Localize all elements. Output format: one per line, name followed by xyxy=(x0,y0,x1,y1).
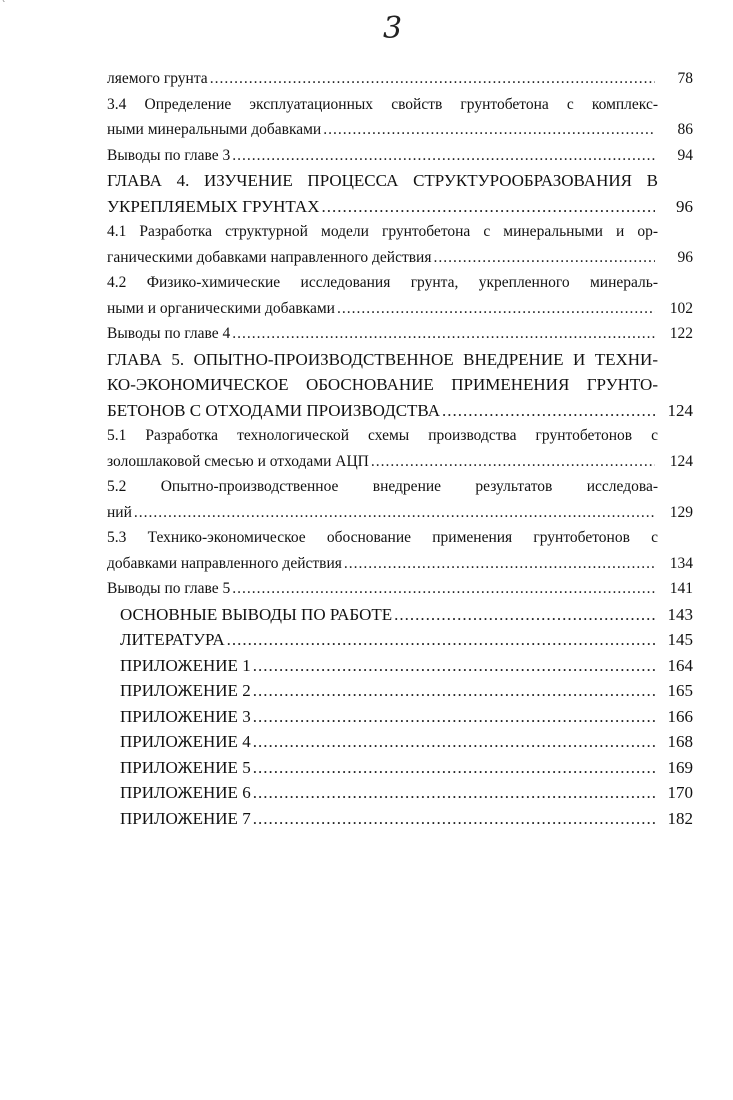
toc-entry-title: добавками направленного действия xyxy=(107,554,342,572)
toc-entry-title: ЛИТЕРАТУРА xyxy=(120,630,225,649)
toc-entry[interactable] xyxy=(107,66,693,92)
toc-entry[interactable] xyxy=(107,423,693,474)
toc-entry[interactable] xyxy=(107,780,693,806)
toc-entry[interactable] xyxy=(107,321,693,347)
toc-page-number: 122 xyxy=(669,325,693,342)
toc-entry-line: 5.3 Технико-экономическое обоснование применения грунтобетонов с xyxy=(107,529,658,546)
toc-page-number: 129 xyxy=(669,503,693,521)
dot-leader xyxy=(253,780,655,806)
dot-leader xyxy=(371,449,655,475)
dot-leader xyxy=(433,245,655,271)
toc-entry[interactable] xyxy=(107,474,693,525)
toc-entry[interactable] xyxy=(107,627,693,653)
toc-entry-line: ГЛАВА 4. ИЗУЧЕНИЕ ПРОЦЕССА СТРУКТУРООБРАЗОВАНИЯ В xyxy=(107,171,658,190)
toc-page-number: 145 xyxy=(667,630,693,649)
toc-entry-title: ПРИЛОЖЕНИЕ 1 xyxy=(120,655,251,675)
toc-page-number: 96 xyxy=(677,248,693,266)
toc-entry-line: 4.2 Физико-химические исследования грунта, укрепленного минераль- xyxy=(107,274,658,291)
toc-entry[interactable] xyxy=(107,806,693,832)
toc-entry-line: 5.1 Разработка технологической схемы производства грунтобетонов с xyxy=(107,427,658,444)
toc-entry-title: золошлаковой смесью и отходами АЦП xyxy=(107,452,369,470)
toc-page-number: 164 xyxy=(667,655,693,675)
dot-leader xyxy=(253,704,655,730)
toc-entry[interactable] xyxy=(107,219,693,270)
toc-entry[interactable] xyxy=(107,653,693,679)
toc-page-number: 102 xyxy=(669,299,693,317)
toc-entry-line: ГЛАВА 5. ОПЫТНО-ПРОИЗВОДСТВЕННОЕ ВНЕДРЕНИЕ И ТЕХНИ- xyxy=(107,349,658,369)
dot-leader xyxy=(337,296,655,322)
toc-entry-title: ПРИЛОЖЕНИЕ 6 xyxy=(120,783,251,802)
page-number: 3 xyxy=(383,11,403,46)
toc-page-number: 168 xyxy=(667,732,693,751)
toc-entry-title: ПРИЛОЖЕНИЕ 5 xyxy=(120,757,251,777)
dot-leader xyxy=(321,194,655,220)
toc-page-number: 141 xyxy=(669,580,693,597)
toc-entry-title: ными и органическими добавками xyxy=(107,299,335,317)
toc-page-number: 182 xyxy=(667,808,693,828)
dot-leader xyxy=(323,117,655,143)
toc-page-number: 94 xyxy=(677,146,693,164)
toc-entry-title: ПРИЛОЖЕНИЕ 2 xyxy=(120,681,251,700)
dot-leader xyxy=(134,500,655,526)
toc-page-number: 143 xyxy=(667,604,693,624)
toc-entry-line: 4.1 Разработка структурной модели грунтобетона с минеральными и ор- xyxy=(107,223,658,240)
toc-page-number: 124 xyxy=(669,452,693,470)
dot-leader xyxy=(227,627,655,653)
toc-entry[interactable] xyxy=(107,525,693,576)
toc-entry[interactable] xyxy=(107,168,693,219)
toc-page-number: 78 xyxy=(677,70,693,87)
dot-leader xyxy=(394,602,655,628)
toc-page-number: 169 xyxy=(667,757,693,777)
toc-entry[interactable] xyxy=(107,704,693,730)
toc-entry-title: Выводы по главе 3 xyxy=(107,146,231,164)
dot-leader xyxy=(232,576,655,602)
toc-entry-title: ляемого грунта xyxy=(107,70,208,87)
toc-entry-line: 3.4 Определение эксплуатационных свойств грунтобетона с комплекс- xyxy=(107,95,658,113)
toc-entry-line: КО-ЭКОНОМИЧЕСКОЕ ОБОСНОВАНИЕ ПРИМЕНЕНИЯ ГРУНТО- xyxy=(107,375,658,394)
toc-page-number: 134 xyxy=(669,554,693,572)
toc-entry-title: Выводы по главе 4 xyxy=(107,325,231,342)
toc-entry-title: Выводы по главе 5 xyxy=(107,580,231,597)
toc-page-number: 165 xyxy=(667,681,693,700)
toc-entry-title: ОСНОВНЫЕ ВЫВОДЫ ПО РАБОТЕ xyxy=(120,604,393,624)
toc-entry[interactable] xyxy=(107,143,693,169)
dot-leader xyxy=(232,143,655,169)
dot-leader xyxy=(253,755,655,781)
toc-entry-title: ПРИЛОЖЕНИЕ 3 xyxy=(120,706,251,726)
table-of-contents xyxy=(107,66,693,831)
toc-entry[interactable] xyxy=(107,270,693,321)
dot-leader xyxy=(232,321,655,347)
corner-mark: ` xyxy=(2,0,6,11)
dot-leader xyxy=(253,806,655,832)
dot-leader xyxy=(253,729,655,755)
dot-leader xyxy=(442,398,655,424)
toc-entry[interactable] xyxy=(107,92,693,143)
toc-entry-title: ний xyxy=(107,503,132,521)
toc-entry-title: БЕТОНОВ С ОТХОДАМИ ПРОИЗВОДСТВА xyxy=(107,400,440,420)
toc-entry-title: УКРЕПЛЯЕМЫХ ГРУНТАХ xyxy=(107,196,320,216)
dot-leader xyxy=(344,551,655,577)
toc-page-number: 166 xyxy=(667,706,693,726)
toc-entry[interactable] xyxy=(107,347,693,424)
toc-entry-title: ПРИЛОЖЕНИЕ 7 xyxy=(120,808,251,828)
toc-entry-title: ными минеральными добавками xyxy=(107,121,322,138)
toc-page-number: 96 xyxy=(676,196,693,216)
toc-entry[interactable] xyxy=(107,602,693,628)
toc-entry[interactable] xyxy=(107,755,693,781)
toc-entry[interactable] xyxy=(107,729,693,755)
dot-leader xyxy=(253,678,655,704)
dot-leader xyxy=(210,66,655,92)
toc-page-number: 170 xyxy=(667,783,693,802)
toc-entry-title: ганическими добавками направленного действия xyxy=(107,248,432,266)
toc-page-number: 124 xyxy=(667,400,693,420)
toc-page-number: 86 xyxy=(677,121,693,138)
toc-entry[interactable] xyxy=(107,576,693,602)
dot-leader xyxy=(253,653,655,679)
toc-entry-title: ПРИЛОЖЕНИЕ 4 xyxy=(120,732,251,751)
toc-entry-line: 5.2 Опытно-производственное внедрение результатов исследова- xyxy=(107,478,658,495)
toc-entry[interactable] xyxy=(107,678,693,704)
